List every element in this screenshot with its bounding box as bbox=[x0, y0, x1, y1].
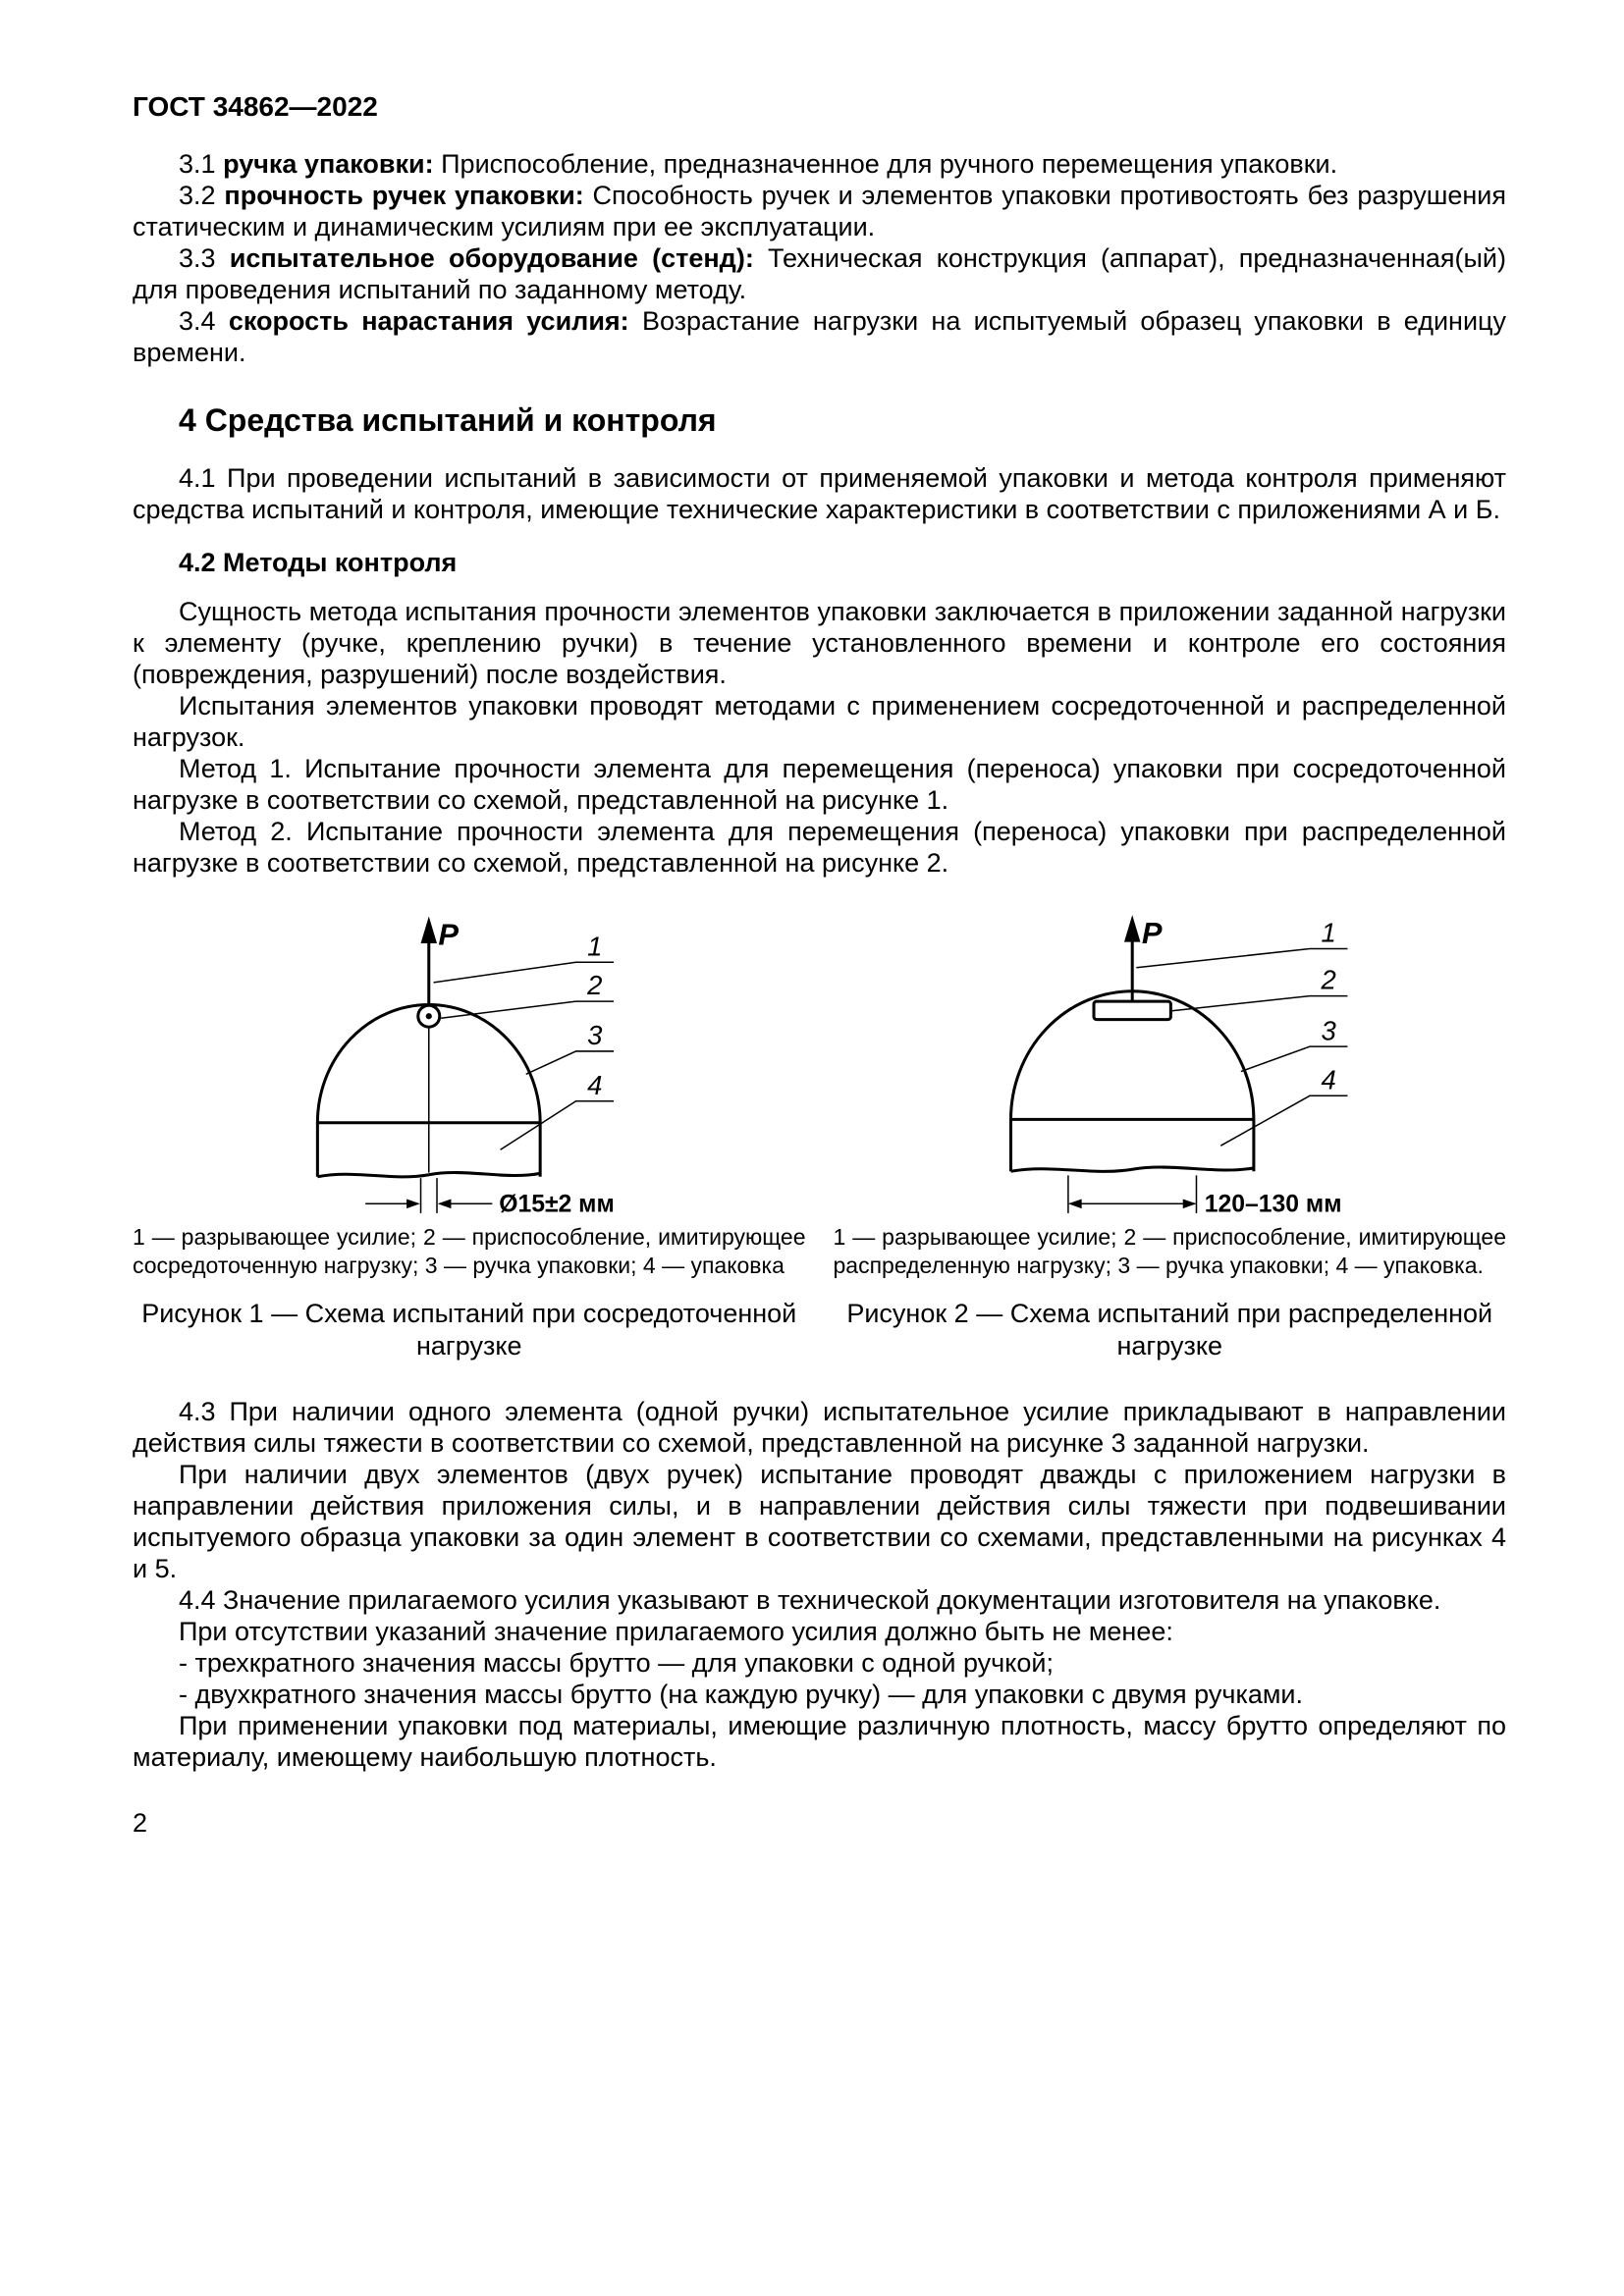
section-4-heading: 4 Средства испытаний и контроля bbox=[179, 402, 717, 438]
term-number: 3.3 bbox=[179, 243, 216, 273]
figures-row bbox=[133, 900, 1506, 1362]
figure-1-legend: 1 — разрывающее усилие; 2 — приспособление, имитирующее сосредоточенную нагрузку; 3 — ручка упаковки; 4 — упаковка bbox=[133, 1224, 806, 1278]
force-arrowhead bbox=[1124, 915, 1140, 941]
term-definition: Приспособление, предназначенное для ручного перемещения упаковки. bbox=[441, 149, 1338, 179]
paragraph-method-2: Метод 2. Испытание прочности элемента для перемещения (переноса) упаковки при распределенной нагрузке в соответствии со схемой, представленной на рисунке 2. bbox=[133, 817, 1506, 878]
list-item-triple-mass: - трехкратного значения массы брутто — для упаковки с одной ручкой; bbox=[179, 1648, 1054, 1678]
package-torn-edge bbox=[1011, 1167, 1254, 1171]
term-name: прочность ручек упаковки: bbox=[224, 181, 584, 210]
term-name: скорость нарастания усилия: bbox=[228, 306, 629, 336]
section-4-continued bbox=[133, 1396, 1506, 1773]
paragraph-4-4-c: При применении упаковки под материалы, имеющие различную плотность, массу брутто определяют по материалу, имеющему наибольшую плотность. bbox=[133, 1711, 1506, 1772]
paragraph-4-4-a: 4.4 Значение прилагаемого усилия указывают в технической документации изготовителя на упаковке. bbox=[179, 1585, 1441, 1615]
callout-2-label: 2 bbox=[1321, 964, 1337, 995]
list-item-double-mass: - двухкратного значения массы брутто (на каждую ручку) — для упаковки с двумя ручками. bbox=[179, 1680, 1304, 1709]
paragraph-4-2-b: Испытания элементов упаковки проводят методами с применением сосредоточенной и распределенной нагрузок. bbox=[133, 691, 1506, 752]
force-label: P bbox=[438, 917, 459, 952]
callout-3-label: 3 bbox=[1321, 1015, 1337, 1046]
paragraph-4-3-b: При наличии двух элементов (двух ручек) испытание проводят дважды с приложением нагрузки в направлении действия приложения силы, и в направлении действия силы тяжести при подвешивании испытуемого образца упаковки за один элемент в соответствии со схемами, представленными на рисунках 4 и 5. bbox=[133, 1460, 1506, 1583]
figure-1 bbox=[133, 900, 806, 1362]
term-number: 3.4 bbox=[179, 306, 216, 336]
doc-number: ГОСТ 34862—2022 bbox=[133, 91, 378, 122]
callout-leader-2 bbox=[441, 1001, 614, 1018]
package-torn-edge bbox=[317, 1173, 540, 1177]
force-arrowhead bbox=[420, 916, 436, 942]
callout-leader-1 bbox=[1137, 948, 1348, 967]
callout-2-label: 2 bbox=[586, 970, 603, 1001]
callout-4-label: 4 bbox=[1321, 1064, 1337, 1095]
paragraph-4-3-a: 4.3 При наличии одного элемента (одной ручки) испытательное усилие прикладывают в направлении действия силы тяжести в соответствии со схемой, представленной на рисунке 3 заданной нагрузки. bbox=[133, 1397, 1506, 1458]
term-3-2 bbox=[133, 180, 1506, 242]
callout-1-label: 1 bbox=[1321, 917, 1337, 948]
figure-2-title: Рисунок 2 — Схема испытаний при распределенной нагрузке bbox=[846, 1299, 1493, 1361]
term-name: ручка упаковки: bbox=[223, 149, 434, 179]
dimension-arrow-right bbox=[437, 1199, 451, 1208]
term-3-1 bbox=[133, 148, 1506, 180]
force-label: P bbox=[1142, 915, 1163, 950]
term-number: 3.1 bbox=[179, 149, 216, 179]
dimension-label: Ø15±2 мм bbox=[498, 1191, 615, 1217]
callout-1-label: 1 bbox=[586, 931, 603, 962]
paragraph-4-2-a: Сущность метода испытания прочности элементов упаковки заключается в приложении заданной нагрузки к элементу (ручке, креплению ручки) в течение установленного времени и контроле его состояния (повреждения, разрушений) после воздействия. bbox=[133, 597, 1506, 689]
dimension-label: 120–130 мм bbox=[1204, 1191, 1342, 1217]
paragraph-method-1: Метод 1. Испытание прочности элемента для перемещения (переноса) упаковки при сосредоточенной нагрузке в соответствии со схемой, представленной на рисунке 1. bbox=[133, 754, 1506, 815]
load-plate bbox=[1094, 1001, 1170, 1020]
term-3-3 bbox=[133, 242, 1506, 305]
dimension-arrow-right bbox=[1183, 1199, 1197, 1208]
figure-2 bbox=[834, 900, 1507, 1362]
paragraph-4-1: 4.1 При проведении испытаний в зависимости от применяемой упаковки и метода контроля применяют средства испытаний и контроля, имеющие технические характеристики в соответствии с приложениями А и Б. bbox=[133, 463, 1506, 524]
figure-2-drawing bbox=[953, 900, 1385, 1217]
callout-leader-4 bbox=[500, 1101, 613, 1149]
figure-1-title: Рисунок 1 — Схема испытаний при сосредоточенной нагрузке bbox=[141, 1299, 797, 1361]
term-number: 3.2 bbox=[179, 181, 216, 210]
subsection-4-2-heading: 4.2 Методы контроля bbox=[179, 548, 458, 577]
page-number: 2 bbox=[133, 1808, 148, 1838]
callout-4-label: 4 bbox=[586, 1069, 603, 1100]
handle-ring-pin bbox=[425, 1013, 431, 1019]
dimension-arrow-left bbox=[406, 1199, 420, 1208]
paragraph-4-4-b: При отсутствии указаний значение прилагаемого усилия должно быть не менее: bbox=[179, 1617, 1173, 1646]
callout-3-label: 3 bbox=[586, 1020, 603, 1051]
term-definition: Способность ручек и элементов упаковки противостоять без разрушения статическим и динамическим усилиям при ее эксплуатации. bbox=[133, 181, 1506, 241]
dimension-arrow-left bbox=[1068, 1199, 1082, 1208]
figure-1-drawing bbox=[253, 900, 685, 1217]
terms-section bbox=[133, 148, 1506, 368]
term-3-4 bbox=[133, 305, 1506, 368]
term-definition: Возрастание нагрузки на испытуемый образец упаковки в единицу времени. bbox=[133, 306, 1507, 367]
callout-leader-2 bbox=[1172, 996, 1348, 1011]
term-name: испытательное оборудование (стенд): bbox=[229, 243, 754, 273]
term-definition: Техническая конструкция (аппарат), предназначенная(ый) для проведения испытаний по заданному методу. bbox=[133, 243, 1506, 304]
figure-2-legend: 1 — разрывающее усилие; 2 — приспособление, имитирующее распределенную нагрузку; 3 — ручка упаковки; 4 — упаковка. bbox=[833, 1224, 1506, 1278]
